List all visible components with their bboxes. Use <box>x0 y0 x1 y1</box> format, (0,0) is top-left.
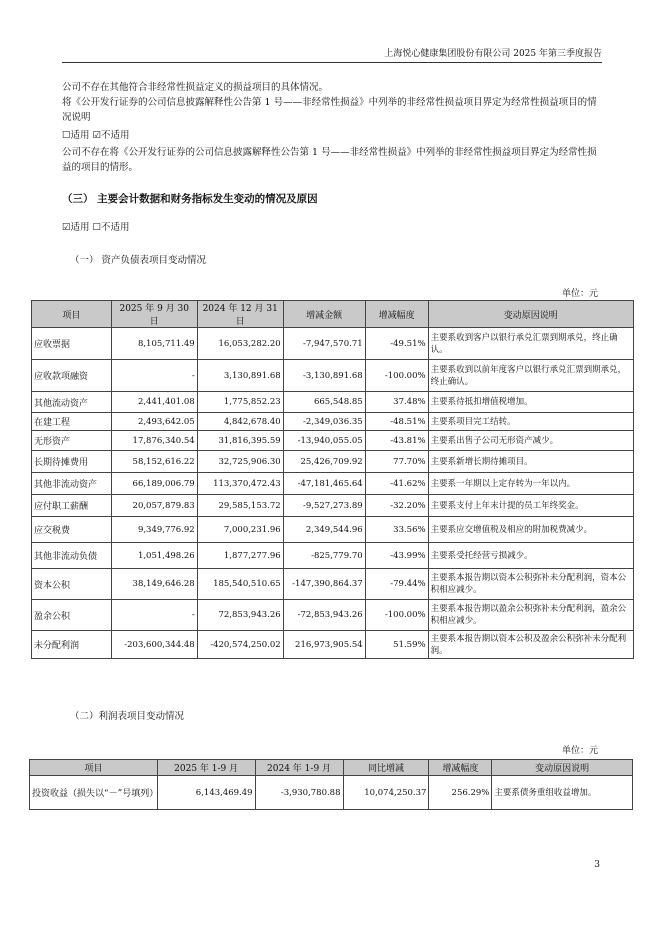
cell-change: -3,130,891.68 <box>283 360 365 392</box>
table-row <box>32 600 634 631</box>
cell-reason: 主要系收到客户以银行承兑汇票到期承兑，终止确认。 <box>428 328 633 360</box>
cell-prior: 3,130,891.68 <box>197 360 283 392</box>
cell-reason: 主要系本报告期以资本公积弥补未分配利润，资本公积相应减少。 <box>428 569 633 600</box>
table-row <box>32 517 634 543</box>
cell-item: 资本公积 <box>32 569 112 600</box>
cell-prior: 32,725,906.30 <box>197 451 283 473</box>
page-number: 3 <box>594 860 600 870</box>
cell-change: -9,527,273.89 <box>283 495 365 517</box>
cell-change: -147,390,864.37 <box>283 569 365 600</box>
cell-item: 无形资产 <box>32 431 112 451</box>
cell-prior: 16,053,282.20 <box>197 328 283 360</box>
cell-current: -203,600,344.48 <box>111 631 197 659</box>
table-row <box>32 631 634 659</box>
table-row <box>32 543 634 569</box>
cell-prior: 113,370,472.43 <box>197 473 283 495</box>
cell-current: 9,349,776.92 <box>111 517 197 543</box>
income-header-row <box>30 760 633 776</box>
cell-current: 38,149,646.28 <box>111 569 197 600</box>
cell-item: 其他非流动负债 <box>32 543 112 569</box>
cell-change: 10,074,250.37 <box>343 776 429 810</box>
cell-rate: 77.70% <box>365 451 428 473</box>
cell-reason: 主要系新增长期待摊项目。 <box>428 451 633 473</box>
table-row <box>32 473 634 495</box>
cell-prior: 7,000,231.96 <box>197 517 283 543</box>
header-current: 2025 年 9 月 30 日 <box>111 301 197 328</box>
header-prior: 2024 年 1-9 月 <box>255 760 343 776</box>
cell-rate: -43.81% <box>365 431 428 451</box>
header-rule <box>62 62 602 63</box>
table-row <box>32 495 634 517</box>
cell-current: 17,876,340.54 <box>111 431 197 451</box>
table-row <box>32 451 634 473</box>
page-header: 上海悦心健康集团股份有限公司 2025 年第三季度报告 <box>384 49 602 59</box>
intro-line-1: 公司不存在其他符合非经常性损益定义的损益项目的具体情况。 <box>62 82 329 93</box>
section-checkbox: ☑适用 ☐不适用 <box>62 222 130 233</box>
header-change: 同比增减 <box>343 760 429 776</box>
cell-change: -2,349,036.35 <box>283 413 365 431</box>
balance-header-row <box>32 301 634 328</box>
cell-current: 2,441,401.08 <box>111 392 197 413</box>
cell-reason: 主要系出售子公司无形资产减少。 <box>428 431 633 451</box>
cell-rate: -32.20% <box>365 495 428 517</box>
cell-change: -13,940,055.05 <box>283 431 365 451</box>
cell-reason: 主要系待抵扣增值税增加。 <box>428 392 633 413</box>
cell-prior: 72,853,943.26 <box>197 600 283 631</box>
cell-rate: 33.56% <box>365 517 428 543</box>
cell-item: 其他非流动资产 <box>32 473 112 495</box>
cell-item: 投资收益（损失以“－”号填列） <box>30 776 158 810</box>
income-subtitle: （二）利润表项目变动情况 <box>70 711 185 722</box>
header-reason: 变动原因说明 <box>428 301 633 328</box>
cell-prior: 4,842,678.40 <box>197 413 283 431</box>
balance-subtitle: （一） 资产负债表项目变动情况 <box>70 255 207 266</box>
cell-change: 216,973,905.54 <box>283 631 365 659</box>
table-row <box>32 392 634 413</box>
cell-rate: -49.51% <box>365 328 428 360</box>
unit-label-income: 单位：元 <box>561 746 598 756</box>
cell-reason: 主要系本报告期以资本公积及盈余公积弥补未分配利润。 <box>428 631 633 659</box>
cell-change: -825,779.70 <box>283 543 365 569</box>
cell-rate: -41.62% <box>365 473 428 495</box>
cell-current: 1,051,498.26 <box>111 543 197 569</box>
cell-item: 应收票据 <box>32 328 112 360</box>
cell-change: -72,853,943.26 <box>283 600 365 631</box>
intro-checkbox: ☐适用 ☑不适用 <box>62 130 130 141</box>
cell-rate: -79.44% <box>365 569 428 600</box>
table-row <box>32 360 634 392</box>
cell-current: 2,493,642.05 <box>111 413 197 431</box>
cell-reason: 主要系债务重组收益增加。 <box>492 776 633 810</box>
table-row <box>32 328 634 360</box>
cell-item: 未分配利润 <box>32 631 112 659</box>
cell-reason: 主要系项目完工结转。 <box>428 413 633 431</box>
balance-change-table <box>31 300 634 659</box>
header-item: 项目 <box>32 301 112 328</box>
cell-rate: -43.99% <box>365 543 428 569</box>
cell-reason: 主要系一年期以上定存转为一年以内。 <box>428 473 633 495</box>
header-current: 2025 年 1-9 月 <box>157 760 255 776</box>
cell-current: 66,189,006.79 <box>111 473 197 495</box>
cell-item: 在建工程 <box>32 413 112 431</box>
cell-current: 20,057,879.83 <box>111 495 197 517</box>
intro-line-3: 公司不存在将《公开发行证券的公司信息披露解释性公告第 1 号——非经常性损益》中列举的非经常性损益项目界定为经常性损益的项目的情形。 <box>62 147 597 173</box>
cell-prior: 185,540,510.65 <box>197 569 283 600</box>
table-row <box>30 776 633 810</box>
cell-reason: 主要系支付上年末计提的员工年终奖金。 <box>428 495 633 517</box>
section-title: （三） 主要会计数据和财务指标发生变动的情况及原因 <box>62 193 318 205</box>
cell-current: 8,105,711.49 <box>111 328 197 360</box>
header-reason: 变动原因说明 <box>492 760 633 776</box>
cell-change: 665,548.85 <box>283 392 365 413</box>
cell-rate: 37.48% <box>365 392 428 413</box>
cell-change: -47,181,465.64 <box>283 473 365 495</box>
cell-reason: 主要系收到以前年度客户以银行承兑汇票到期承兑，终止确认。 <box>428 360 633 392</box>
cell-prior: 29,585,153.72 <box>197 495 283 517</box>
income-body <box>30 776 633 810</box>
balance-body <box>32 328 634 659</box>
cell-prior: -3,930,780.88 <box>255 776 343 810</box>
cell-change: 25,426,709.92 <box>283 451 365 473</box>
cell-item: 应交税费 <box>32 517 112 543</box>
cell-current: - <box>111 360 197 392</box>
header-prior: 2024 年 12 月 31 日 <box>197 301 283 328</box>
cell-prior: -420,574,250.02 <box>197 631 283 659</box>
cell-reason: 主要系受托经营亏损减少。 <box>428 543 633 569</box>
intro-line-2: 将《公开发行证券的公司信息披露解释性公告第 1 号——非经常性损益》中列举的非经常性损益项目界定为经常性损益项目的情况说明 <box>62 97 597 123</box>
cell-item: 其他流动资产 <box>32 392 112 413</box>
cell-change: -7,947,570.71 <box>283 328 365 360</box>
cell-prior: 1,775,852.23 <box>197 392 283 413</box>
cell-rate: 51.59% <box>365 631 428 659</box>
cell-item: 应付职工薪酬 <box>32 495 112 517</box>
cell-change: 2,349,544.96 <box>283 517 365 543</box>
cell-current: - <box>111 600 197 631</box>
income-change-table <box>29 759 633 810</box>
cell-prior: 1,877,277.96 <box>197 543 283 569</box>
cell-item: 应收款项融资 <box>32 360 112 392</box>
header-change: 增减金额 <box>283 301 365 328</box>
cell-rate: -100.00% <box>365 360 428 392</box>
cell-reason: 主要系本报告期以盈余公积弥补未分配利润，盈余公积相应减少。 <box>428 600 633 631</box>
table-row <box>32 413 634 431</box>
header-rate: 增减幅度 <box>429 760 492 776</box>
table-row <box>32 431 634 451</box>
cell-current: 58,152,616.22 <box>111 451 197 473</box>
cell-prior: 31,816,395.59 <box>197 431 283 451</box>
table-row <box>32 569 634 600</box>
cell-reason: 主要系应交增值税及相应的附加税费减少。 <box>428 517 633 543</box>
cell-current: 6,143,469.49 <box>157 776 255 810</box>
cell-rate: -48.51% <box>365 413 428 431</box>
cell-item: 盈余公积 <box>32 600 112 631</box>
header-item: 项目 <box>30 760 158 776</box>
cell-rate: 256.29% <box>429 776 492 810</box>
header-rate: 增减幅度 <box>365 301 428 328</box>
unit-label-balance: 单位：元 <box>561 289 598 299</box>
cell-rate: -100.00% <box>365 600 428 631</box>
cell-item: 长期待摊费用 <box>32 451 112 473</box>
